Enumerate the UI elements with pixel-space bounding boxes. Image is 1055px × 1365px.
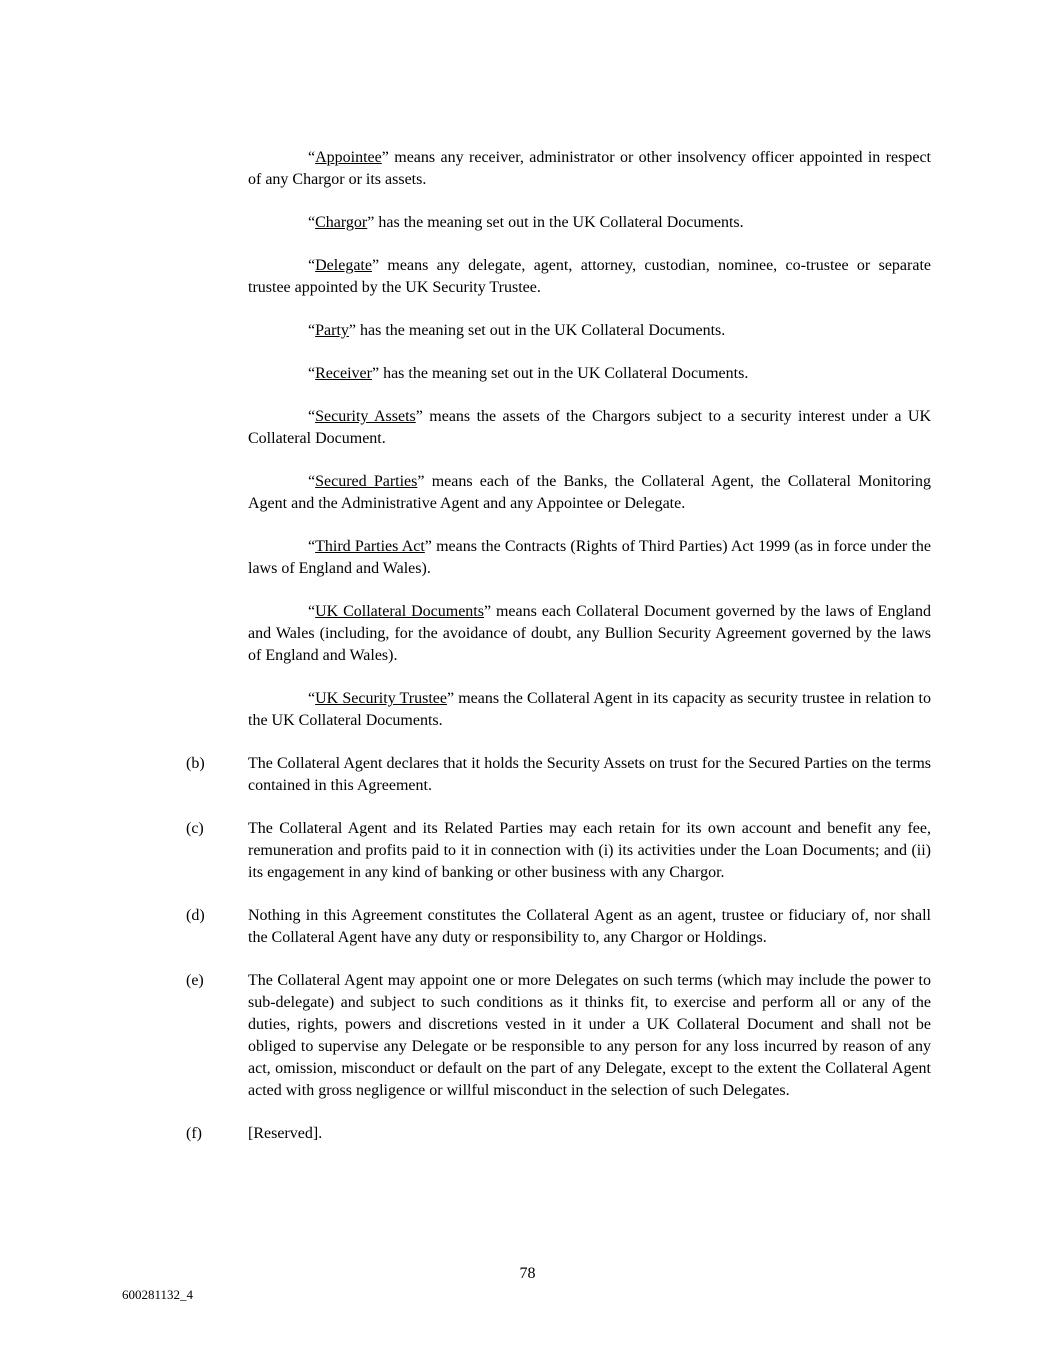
quote-open: “ xyxy=(308,149,316,166)
defined-term: Chargor xyxy=(315,214,368,231)
clause-label: (e) xyxy=(186,972,204,989)
definition-body: has the meaning set out in the UK Collateral Documents. xyxy=(379,365,749,382)
quote-open: “ xyxy=(308,473,316,490)
quote-open: “ xyxy=(308,322,316,339)
quote-close: ” xyxy=(381,149,389,166)
quote-close: ” xyxy=(483,603,492,620)
definition-paragraph xyxy=(248,406,931,450)
quote-open: “ xyxy=(308,365,316,382)
clause-row xyxy=(186,1123,931,1145)
definition-body: means the Contracts (Rights of Third Parties) Act 1999 (as in force under the laws of England and Wales). xyxy=(248,538,931,577)
definition-body: means each of the Banks, the Collateral Agent, the Collateral Monitoring Agent and the Administrative Agent and any Appointee or Delegate. xyxy=(248,473,932,512)
definition-paragraph xyxy=(248,601,931,667)
clause-text: Nothing in this Agreement constitutes the Collateral Agent as an agent, trustee or fiduciary of, nor shall the Collateral Agent have any duty or responsibility to, any Chargor or Holdings. xyxy=(248,907,931,946)
defined-term: Third Parties Act xyxy=(315,538,425,555)
quote-close: ” xyxy=(415,408,423,425)
definition-paragraph xyxy=(248,320,931,342)
quote-close: ” xyxy=(424,538,432,555)
clause-label: (c) xyxy=(186,820,204,837)
definition-paragraph xyxy=(248,147,931,191)
definition-paragraph xyxy=(248,255,931,299)
definition-body: means each Collateral Document governed by the laws of England and Wales (including, for the avoidance of doubt, any Bullion Security Agreement governed by the laws of England and Wales). xyxy=(248,603,931,664)
clause-text: The Collateral Agent declares that it holds the Security Assets on trust for the Secured Parties on the terms contained in this Agreement. xyxy=(248,755,931,794)
quote-close: ” xyxy=(371,257,380,274)
defined-term: Party xyxy=(315,322,349,339)
clause-label: (b) xyxy=(186,755,205,772)
defined-term: Appointee xyxy=(315,149,382,166)
quote-close: ” xyxy=(417,473,425,490)
defined-term: Delegate xyxy=(315,257,372,274)
definition-body: has the meaning set out in the UK Collateral Documents. xyxy=(374,214,744,231)
quote-open: “ xyxy=(308,603,316,620)
definition-paragraph xyxy=(248,471,931,515)
definition-paragraph xyxy=(248,688,931,732)
clause-text: The Collateral Agent may appoint one or more Delegates on such terms (which may include the power to sub-delegate) and subject to such conditions as it thinks fit, to exercise and perform all or any of the duties, rights, powers and discretions vested in it under a UK Collateral Document and shall not be obliged to supervise any Delegate or be responsible to any person for any loss incurred by reason of any act, omission, misconduct or default on the part of any Delegate, except to the extent the Collateral Agent acted with gross negligence or willful misconduct in the selection of such Delegates. xyxy=(248,972,931,1099)
clause-text: The Collateral Agent and its Related Parties may each retain for its own account and benefit any fee, remuneration and profits paid to it in connection with (i) its activities under the Loan Documents; and (ii) its engagement in any kind of banking or other business with any Chargor. xyxy=(248,820,931,881)
quote-close: ” xyxy=(367,214,375,231)
clause-text: [Reserved]. xyxy=(248,1125,323,1142)
definition-paragraph xyxy=(248,363,931,385)
clause-label: (d) xyxy=(186,907,205,924)
quote-open: “ xyxy=(308,214,316,231)
quote-open: “ xyxy=(308,690,316,707)
quote-open: “ xyxy=(308,408,316,425)
definition-body: means the Collateral Agent in its capacity as security trustee in relation to the UK Collateral Documents. xyxy=(248,690,931,729)
clause-label: (f) xyxy=(186,1125,202,1142)
quote-open: “ xyxy=(308,538,316,555)
quote-open: “ xyxy=(308,257,316,274)
definition-body: means any receiver, administrator or other insolvency officer appointed in respect of any Chargor or its assets. xyxy=(248,149,931,188)
clause-row xyxy=(186,970,931,1102)
clause-row xyxy=(186,753,931,797)
clause-row xyxy=(186,818,931,884)
clause-row xyxy=(186,905,931,949)
definition-paragraph xyxy=(248,212,931,234)
defined-term: UK Security Trustee xyxy=(315,690,447,707)
definition-body: means any delegate, agent, attorney, custodian, nominee, co-trustee or separate trustee appointed by the UK Security Trustee. xyxy=(248,257,931,296)
page-number: 78 xyxy=(519,1265,536,1282)
quote-close: ” xyxy=(371,365,380,382)
defined-term: Receiver xyxy=(315,365,372,382)
page-content xyxy=(186,126,932,1145)
defined-term: Security Assets xyxy=(315,408,416,425)
quote-close: ” xyxy=(446,690,455,707)
defined-term: Secured Parties xyxy=(315,473,418,490)
definition-body: means the assets of the Chargors subject to a security interest under a UK Collateral Document. xyxy=(248,408,931,447)
definition-paragraph xyxy=(248,536,931,580)
defined-term: UK Collateral Documents xyxy=(315,603,484,620)
definition-body: has the meaning set out in the UK Collateral Documents. xyxy=(356,322,726,339)
document-id-footer: 600281132_4 xyxy=(122,1287,194,1302)
quote-close: ” xyxy=(348,322,356,339)
